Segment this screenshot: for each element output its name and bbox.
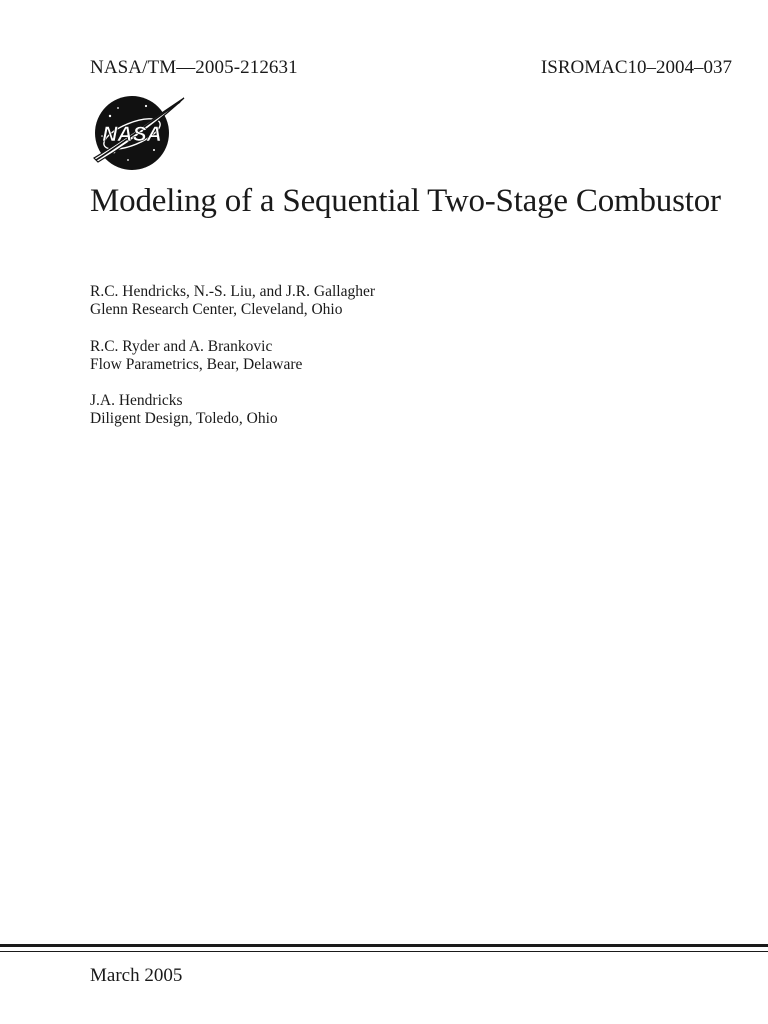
- document-title: Modeling of a Sequential Two-Stage Combustor: [90, 183, 721, 219]
- conference-number: ISROMAC10–2004–037: [540, 57, 732, 78]
- author-names: R.C. Hendricks, N.-S. Liu, and J.R. Gallagher: [90, 283, 375, 300]
- author-block: [90, 338, 302, 374]
- author-block: [90, 392, 278, 428]
- footer-divider-thick: [0, 944, 768, 947]
- nasa-logo-text: NASA: [102, 123, 162, 146]
- publication-date: March 2005: [90, 965, 183, 986]
- author-affiliation: Diligent Design, Toledo, Ohio: [90, 410, 278, 427]
- author-affiliation: Flow Parametrics, Bear, Delaware: [90, 356, 303, 373]
- footer-divider-thin: [0, 951, 768, 952]
- nasa-meatball-icon: [88, 92, 186, 174]
- author-names: J.A. Hendricks: [90, 392, 183, 409]
- author-block: [90, 283, 375, 319]
- author-names: R.C. Ryder and A. Brankovic: [90, 338, 273, 355]
- report-number: NASA/TM—2005-212631: [90, 57, 298, 78]
- author-affiliation: Glenn Research Center, Cleveland, Ohio: [90, 301, 343, 318]
